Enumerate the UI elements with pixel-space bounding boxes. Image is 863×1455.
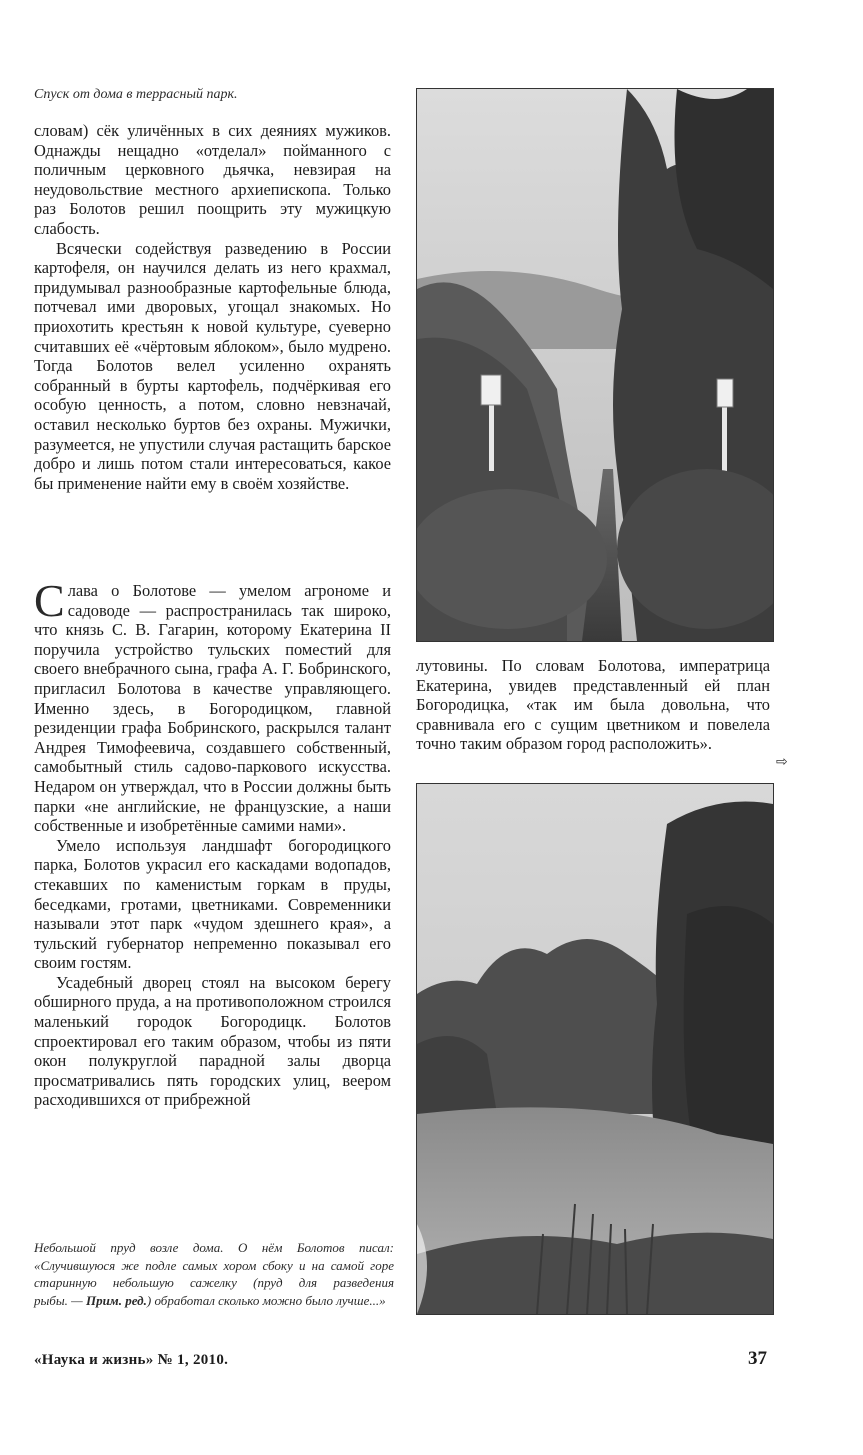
drop-cap: С <box>34 575 65 626</box>
article-column-left-bottom <box>34 575 391 1110</box>
caption-text-end: ) обработал сколько можно было лучше...» <box>146 1292 386 1308</box>
article-paragraph <box>34 575 391 836</box>
article-paragraph: Усадебный дворец стоял на высоком берегу обширного пруда, а на противоположном строился маленький городок Богородицк. Болотов спроектировал его таким образом, чтобы из пяти окон полукруглой парадной залы дворца просматривались пять городских улиц, веером расходившихся от прибрежной <box>34 972 391 1110</box>
article-column-left-top <box>34 121 391 493</box>
photo-small-pond <box>416 783 774 1315</box>
photo-caption-top: Спуск от дома в террасный парк. <box>34 87 238 102</box>
photo-caption-bottom <box>34 1239 394 1309</box>
continue-arrow-icon: ⇨ <box>776 754 788 770</box>
paragraph-text: лава о Болотове — умелом агрономе и садоводе — распространилась так широко, что князь С. В. Гагарин, которому Екатерина II поручила устройство тульских поместий для своего внебрачного сына, графа А. Г. Бобринского, пригласил Болотова в качестве управляющего. Именно здесь, в Богородицком, главной резиденции графа Бобринского, раскрылся талант Андрея Тимофеевича, создавшего собственный, самобытный стиль садово-паркового искусства. Недаром он утверждал, что в России должны быть парки «не английские, не французские, а наши собственные и изобретённые самими нами». <box>34 581 391 836</box>
article-paragraph: Всячески содействуя разведению в России картофеля, он научился делать из него крахмал, придумывал разнообразные картофельные блюда, потчевал ими дворовых, угощал знакомых. Но приохотить крестьян к новой культуре, суеверно считавших её «чёртовым яблоком», было мудрено. Тогда Болотов велел усиленно охранять собранный в бурты картофель, подчёркивая его особую ценность, а потом, словно невзначай, оставил несколько буртов без охраны. Мужички, разумеется, не упустили случая растащить барское добро и лишь потом стали интересоваться, какое бы применение найти ему в своём хозяйстве. <box>34 238 391 493</box>
photo-terrace-park-image <box>417 89 773 641</box>
photo-terrace-park <box>416 88 774 642</box>
article-paragraph: Умело используя ландшафт богородицкого парка, Болотов украсил его каскадами водопадов, стекавших по каменистым горкам в пруды, беседками, гротами, цветниками. Современники называли этот парк «чудом здешнего края», а тульский губернатор непременно показывал его своим гостям. <box>34 835 391 973</box>
page-number: 37 <box>748 1348 767 1369</box>
caption-text: Небольшой пруд возле дома. О нём Болотов писал: «Случившуюся же подле самых хором сбоку и на самой горе старинную небольшую сажелку (пруд для разведения рыбы. — <box>34 1240 394 1308</box>
article-column-right <box>416 656 770 754</box>
article-paragraph: лутовины. По словам Болотова, императрица Екатерина, увидев представленный ей план Богородицка, «так им была довольна, что сравнивала его с сущим цветником и повелела точно таким образом город расположить». <box>416 656 770 754</box>
journal-footer: «Наука и жизнь» № 1, 2010. <box>34 1352 229 1368</box>
article-paragraph: словам) сёк уличённых в сих деяниях мужиков. Однажды нещадно «отделал» пойманного с поличным церковного дьячка, невзирая на неудовольствие местного архиепископа. Только раз Болотов решил поощрить эту мужицкую слабость. <box>34 121 391 238</box>
photo-small-pond-image <box>417 784 773 1314</box>
caption-editor-note: Прим. ред. <box>85 1292 147 1308</box>
